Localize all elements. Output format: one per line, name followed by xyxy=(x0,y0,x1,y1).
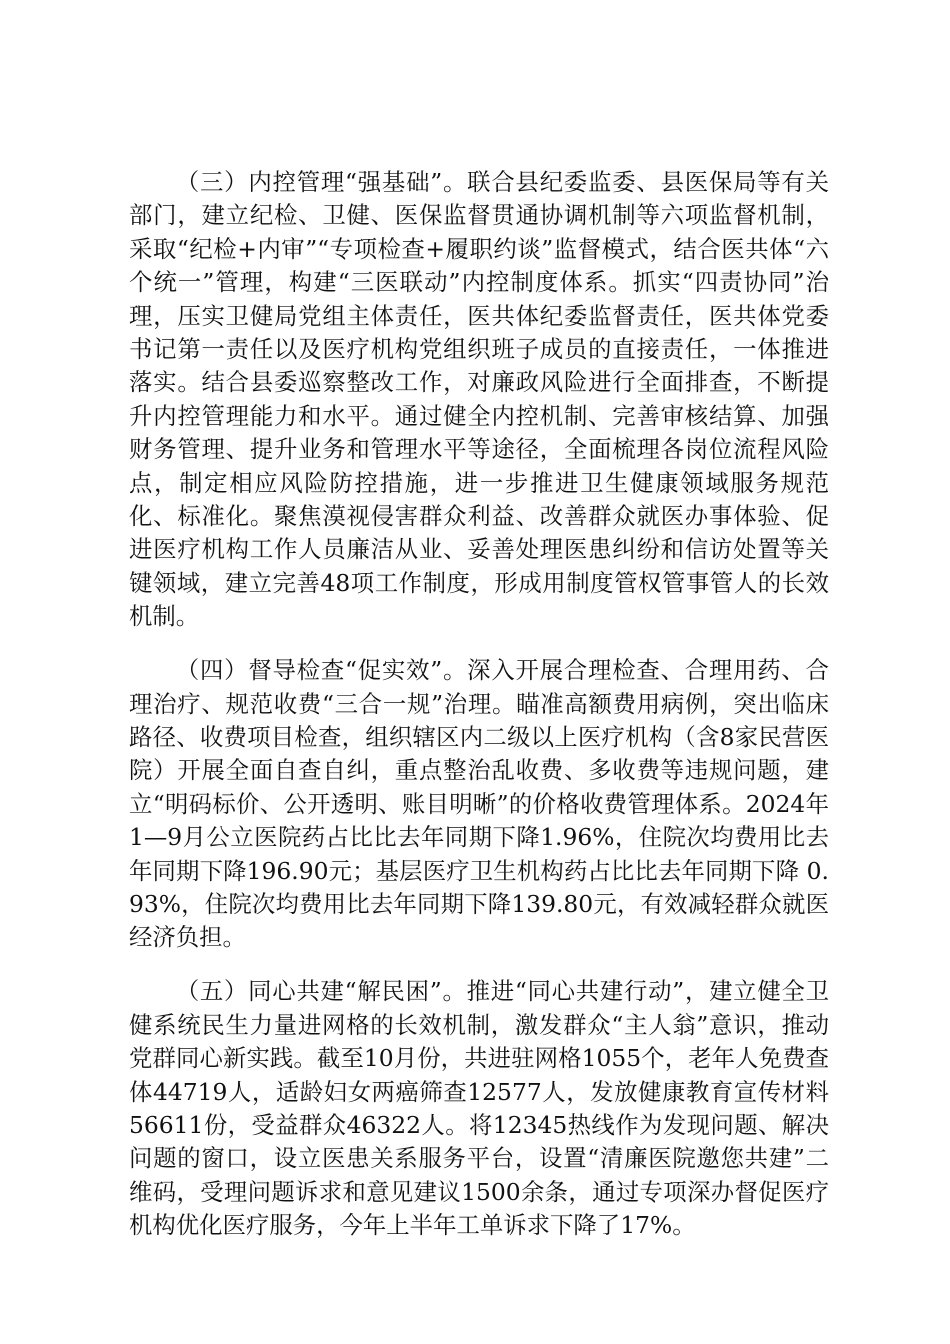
paragraph-internal-control: （三）内控管理“强基础”。联合县纪委监委、县医保局等有关部门，建立纪检、卫健、医保监督贯通协调机制等六项监督机制，采取“纪检+内审”“专项检查+履职约谈”监督模式，结合医共体“六个统一”管理，构建“三医联动”内控制度体系。抓实“四责协同”治理，压实卫健局党组主体责任，医共体纪委监督责任，医共体党委书记第一责任以及医疗机构党组织班子成员的直接责任，一体推进落实。结合县委巡察整改工作，对廉政风险进行全面排查，不断提升内控管理能力和水平。通过健全内控机制、完善审核结算、加强财务管理、提升业务和管理水平等途径，全面梳理各岗位流程风险点，制定相应风险防控措施，进一步推进卫生健康领域服务规范化、标准化。聚焦漠视侵害群众利益、改善群众就医办事体验、促进医疗机构工作人员廉洁从业、妥善处理医患纠纷和信访处置等关键领域，建立完善48项工作制度，形成用制度管权管事管人的长效机制。 xyxy=(129,168,829,631)
document-body xyxy=(129,166,829,1243)
paragraph-joint-building: （五）同心共建“解民困”。推进“同心共建行动”，建立健全卫健系统民生力量进网格的长效机制，激发群众“主人翁”意识，推动党群同心新实践。截至10月份，共进驻网格1055个，老年人免费查体44719人，适龄妇女两癌筛查12577人，发放健康教育宣传材料56611份，受益群众46322人。将12345热线作为发现问题、解决问题的窗口，设立医患关系服务平台，设置“清廉医院邀您共建”二维码，受理问题诉求和意见建议1500余条，通过专项深办督促医疗机构优化医疗服务，今年上半年工单诉求下降了17%。 xyxy=(129,977,829,1240)
paragraph-supervision-inspection: （四）督导检查“促实效”。深入开展合理检查、合理用药、合理治疗、规范收费“三合一规”治理。瞄准高额费用病例，突出临床路径、收费项目检查，组织辖区内二级以上医疗机构（含8家民营医院）开展全面自查自纠，重点整治乱收费、多收费等违规问题，建立“明码标价、公开透明、账目明晰”的价格收费管理体系。2024年1—9月公立医院药占比比去年同期下降1.96%，住院次均费用比去年同期下降196.90元；基层医疗卫生机构药占比比去年同期下降 0.93%，住院次均费用比去年同期下降139.80元，有效减轻群众就医经济负担。 xyxy=(129,656,829,952)
